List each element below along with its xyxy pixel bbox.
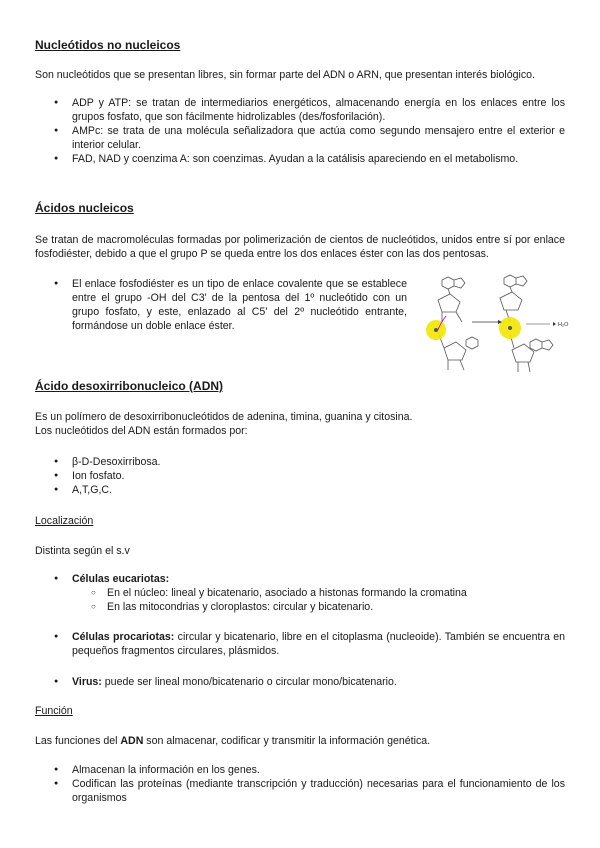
heading-adn: Ácido desoxirribonucleico (ADN): [35, 379, 224, 393]
heading-acidos-nucleicos: Ácidos nucleicos: [35, 201, 134, 215]
paragraph-acidos-intro: Se tratan de macromoléculas formadas por polimerización de cientos de nucleótidos, unidos entre sí por enlace fosfodiéster, debido a que el grupo P se queda entre los dos enlaces éster con las dos pentosas.: [35, 234, 565, 260]
paragraph-funcion: [35, 734, 565, 748]
list-procariotas: [35, 630, 565, 658]
heading-nucleotidos-no-nucleicos: Nucleótidos no nucleicos: [35, 38, 181, 52]
water-label: H₂O: [558, 322, 569, 328]
funcion-text-bold: ADN: [120, 735, 144, 747]
list-item: ● Codifican las proteínas (mediante transcripción y traducción) necesarias para el funcionamiento de los organismos: [35, 777, 565, 805]
sugar-ring-icon: [438, 294, 460, 312]
list-item: ● Almacenan la información en los genes.: [35, 763, 565, 777]
list-item: ○ En las mitocondrias y cloroplastos: circular y bicatenario.: [71, 600, 565, 614]
text-virus: puede ser lineal mono/bicatenario o circular mono/bicatenario.: [101, 676, 397, 688]
list-item: ● FAD, NAD y coenzima A: son coenzimas. Ayudan a la catálisis apareciendo en el metabolismo.: [35, 152, 565, 166]
list-funciones: [35, 763, 565, 805]
list-item: ● AMPc: se trata de una molécula señalizadora que actúa como segundo mensajero entre el exterior e interior celular.: [35, 124, 565, 152]
base-ring-icon: [542, 340, 553, 350]
list-item: ○ En el núcleo: lineal y bicatenario, asociado a histonas formando la cromatina: [71, 586, 565, 600]
list-eucariotas-sub: [71, 586, 565, 614]
base-ring-icon: [442, 277, 454, 289]
list-item: ● Ion fosfato.: [35, 469, 565, 483]
base-ring-icon: [466, 337, 478, 349]
label-virus: Virus:: [72, 676, 102, 688]
list-item: ● β-D-Desoxirribosa.: [35, 455, 565, 469]
list-nucleotidos: [35, 96, 565, 166]
paragraph-adn-intro-1: Es un polímero de desoxirribonucleótidos de adenina, timina, guanina y citosina.: [35, 411, 413, 423]
funcion-text-post: son almacenar, codificar y transmitir la información genética.: [143, 735, 431, 747]
phosphodiester-bond-diagram: [418, 272, 588, 382]
text-procariotas: circular y bicatenario, libre en el citoplasma (nucleoide). También se encuentra en pequeños fragmentos circulares, plásmidos.: [72, 631, 565, 657]
subheading-funcion: Función: [35, 705, 73, 717]
subheading-localizacion: Localización: [35, 515, 94, 527]
base-ring-icon: [454, 278, 465, 288]
sugar-ring-icon: [500, 292, 522, 310]
label-procariotas: Células procariotas:: [72, 631, 175, 643]
list-enlace: [35, 277, 407, 333]
list-eucariotas: [35, 572, 565, 586]
base-ring-icon: [504, 275, 516, 287]
list-item: ● A,T,G,C.: [35, 483, 565, 497]
phosphodiester-figure: [418, 272, 588, 382]
list-item: [35, 675, 565, 689]
paragraph-localizacion: Distinta según el s.v: [35, 545, 130, 557]
list-item: ● ADP y ATP: se tratan de intermediarios energéticos, almacenando energía en los enlaces entre los grupos fosfato, que son fácilmente hidrolizables (des/fosforilación).: [35, 96, 565, 124]
list-item: ● El enlace fosfodiéster es un tipo de enlace covalente que se establece entre el grupo -OH del C3' de la pentosa del 1º nucleótido con un grupo fosfato, y este, enlazado al C5' del 2º nucleótido entrante, formándose un doble enlace éster.: [35, 277, 407, 333]
paragraph-nucleotidos-intro: Son nucleótidos que se presentan libres, sin formar parte del ADN o ARN, que presentan interés biológico.: [35, 69, 535, 81]
sugar-ring-icon: [444, 342, 466, 360]
funcion-text-pre: Las funciones del: [35, 735, 121, 747]
list-item: [35, 572, 565, 586]
list-item: [35, 630, 565, 658]
label-eucariotas: Células eucariotas:: [72, 573, 170, 585]
list-virus: [35, 675, 565, 689]
base-ring-icon: [516, 276, 527, 286]
list-components: [35, 455, 565, 497]
sugar-ring-icon: [512, 344, 534, 362]
base-ring-icon: [530, 339, 542, 351]
paragraph-adn-intro-2: Los nucleótidos del ADN están formados por:: [35, 425, 248, 437]
